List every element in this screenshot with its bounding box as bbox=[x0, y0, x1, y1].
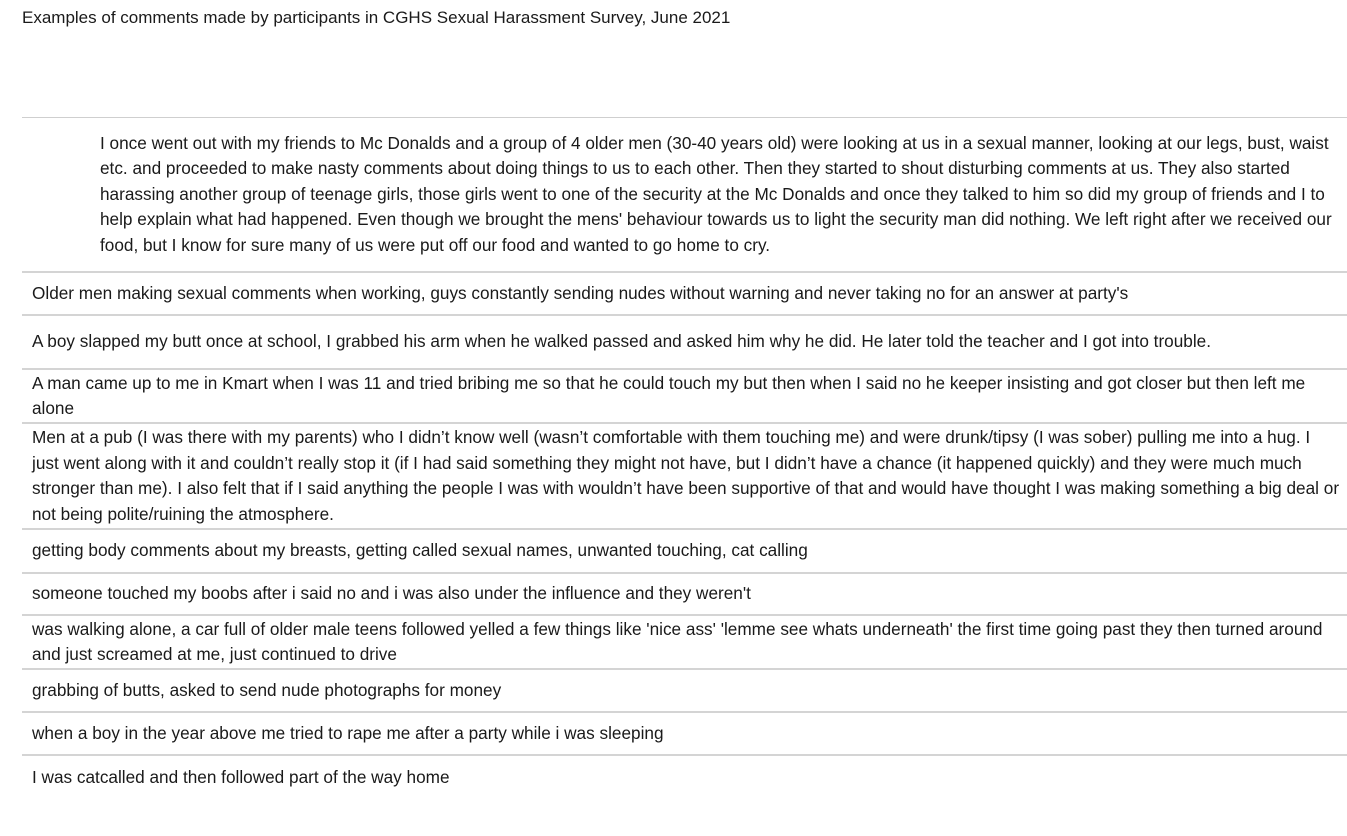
comment-text: Men at a pub (I was there with my parents) who I didn’t know well (wasn’t comfortable with them touching me) and were drunk/tipsy (I was sober) pulling me into a hug. I just went along with it and couldn’t really stop it (if I had said something they might not have, but I didn’t have a chance (it happened quickly) and they were much much stronger than me). I also felt that if I said anything the people I was with wouldn’t have been supportive of that and would have thought I was making something a big deal or not being polite/ruining the atmosphere. bbox=[32, 427, 1340, 524]
comments-table bbox=[22, 117, 1347, 800]
comment-row bbox=[22, 370, 1347, 424]
comment-row bbox=[22, 713, 1347, 756]
comment-row bbox=[22, 118, 1347, 273]
comment-row bbox=[22, 273, 1347, 316]
comment-text: Older men making sexual comments when working, guys constantly sending nudes without warning and never taking no for an answer at party's bbox=[32, 282, 1129, 303]
comment-text: A boy slapped my butt once at school, I grabbed his arm when he walked passed and asked him why he did. He later told the teacher and I got into trouble. bbox=[32, 331, 1212, 352]
comment-row bbox=[22, 316, 1347, 370]
comment-text: A man came up to me in Kmart when I was 11 and tried bribing me so that he could touch my but then when I said no he keeper insisting and got closer but then left me alone bbox=[32, 372, 1306, 418]
comment-text: when a boy in the year above me tried to rape me after a party while i was sleeping bbox=[32, 722, 664, 743]
comment-text: I once went out with my friends to Mc Donalds and a group of 4 older men (30-40 years old) were looking at us in a sexual manner, looking at our legs, bust, waist etc. and proceeded to make nasty comments about doing things to us to each other. Then they started to shout disturbing comments at us. They also started harassing another group of teenage girls, those girls went to one of the security at the Mc Donalds and once they talked to him so did my group of friends and I to help explain what had happened. Even though we brought the mens' behaviour towards us to light the security man did nothing. We left right after we received our food, but I know for sure many of us were put off our food and wanted to go home to cry. bbox=[100, 132, 1332, 255]
comment-row bbox=[22, 424, 1347, 530]
comment-text: I was catcalled and then followed part of the way home bbox=[32, 767, 450, 788]
comment-text: getting body comments about my breasts, getting called sexual names, unwanted touching, cat calling bbox=[32, 540, 808, 561]
comment-row bbox=[22, 530, 1347, 574]
page-title: Examples of comments made by participants in CGHS Sexual Harassment Survey, June 2021 bbox=[22, 8, 731, 27]
comment-text: was walking alone, a car full of older male teens followed yelled a few things like 'nice ass' 'lemme see whats underneath' the first time going past they then turned around and just screamed at me, just continued to drive bbox=[32, 618, 1323, 664]
comment-text: grabbing of butts, asked to send nude photographs for money bbox=[32, 679, 502, 700]
comment-row bbox=[22, 756, 1347, 800]
comment-row bbox=[22, 670, 1347, 713]
comment-text: someone touched my boobs after i said no and i was also under the influence and they weren't bbox=[32, 583, 751, 604]
comment-row bbox=[22, 574, 1347, 616]
comment-row bbox=[22, 616, 1347, 670]
